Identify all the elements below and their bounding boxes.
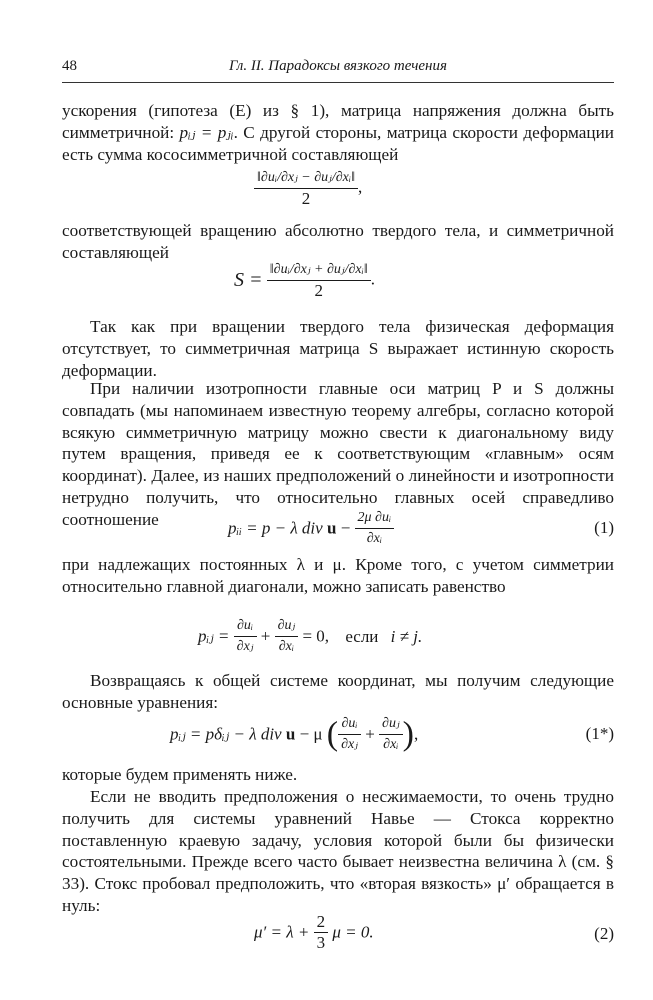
paragraph-2: соответствующей вращению абсолютно твердого тела, и симметричной составляющей — [62, 221, 614, 262]
equation-1: pᵢᵢ = p − λ div u − $\frac{\text{2μ ∂uᵢ}}{\text{∂xᵢ}}$ — [228, 508, 394, 549]
equation-skew-part: $\frac{\text{‖∂uᵢ/∂xⱼ − ∂uⱼ/∂xᵢ‖}}{2}$ , — [254, 168, 362, 209]
equation-1-star-number: (1*) — [585, 724, 614, 743]
book-page — [62, 0, 614, 1000]
running-header — [62, 56, 614, 83]
paragraph-1: ускорения (гипотеза (E) из § 1), матрица напряжения должна быть симметричной: pᵢⱼ = pⱼᵢ. С другой стороны, матрица скорости деформации есть сумма кососимметричной составляющей — [62, 101, 614, 164]
equation-2: μ′ = λ + $\frac{2}{3}$ μ = 0. — [254, 912, 374, 952]
chapter-title: Гл. II. Парадоксы вязкого течения — [229, 58, 447, 74]
equation-2-number: (2) — [594, 924, 614, 943]
paragraph-3: Так как при вращении твердого тела физическая деформация отсутствует, то симметричная матрица S выражает истинную скорость деформации. — [62, 317, 614, 380]
equation-1-number: (1) — [594, 518, 614, 537]
equation-symmetric-part: S = $\frac{\text{‖∂uᵢ/∂xⱼ + ∂uⱼ/∂xᵢ‖}}{2}$ . — [234, 262, 376, 300]
paragraph-8: Если не вводить предположения о несжимаемости, то очень трудно получить для системы уравнений Навье — Стокса корректно поставленную краевую задачу, условия которой были бы физически состоятельными. Прежде всего часто бывает неизвестна величина λ (см. § 33). Стокс пробовал предположить, что «вторая вязкость» μ′ обращается в нуль: — [62, 787, 614, 915]
equation-off-diagonal: pᵢⱼ = $\frac{\text{∂uᵢ}}{\text{∂xⱼ}}$ + $\frac{\text{∂uⱼ}}{\text{∂xᵢ}}$ = 0, если i ≠ j. — [198, 618, 423, 654]
symmetry-formula: pᵢⱼ = pⱼᵢ — [179, 122, 234, 142]
paragraph-7: которые будем применять ниже. — [62, 765, 298, 784]
page-number: 48 — [62, 58, 77, 74]
paragraph-5: при надлежащих постоянных λ и μ. Кроме того, с учетом симметрии относительно главной диагонали, можно записать равенство — [62, 555, 614, 596]
paragraph-4: При наличии изотропности главные оси матриц P и S должны совпадать (мы напоминаем известную теорему алгебры, согласно которой всякую симметричную матрицу можно свести к диагональному виду путем вращения, приведя ее к соответствующим «главным» осям координат). Далее, из наших предположений о линейности и изотропности нетрудно получить, что относительно главных осей справедливо соотношение — [62, 379, 614, 529]
equation-1-star: pᵢⱼ = pδᵢⱼ − λ div u − μ ( $\frac{\text{∂uᵢ}}{\text{∂xⱼ}}$ + $\frac{\text{∂uⱼ}}{\text{∂xᵢ}}$ ), — [170, 715, 419, 753]
paragraph-6: Возвращаясь к общей системе координат, мы получим следующие основные уравнения: — [62, 671, 614, 712]
